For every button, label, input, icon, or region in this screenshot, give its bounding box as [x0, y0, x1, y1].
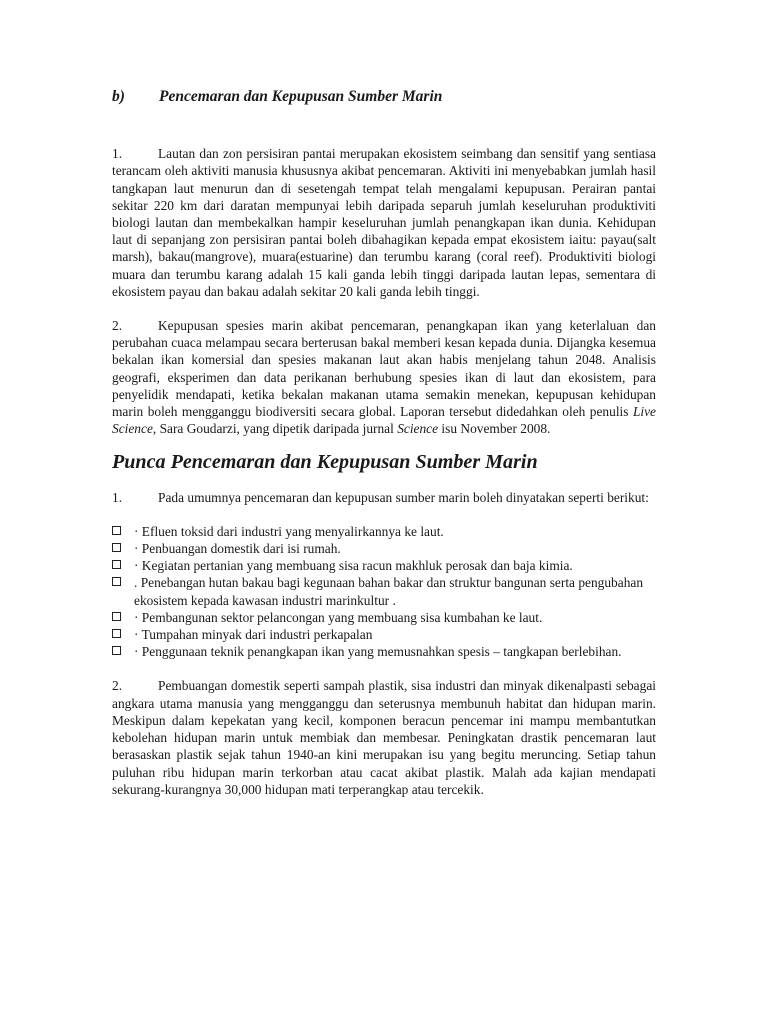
subsection-intro [112, 489, 656, 506]
cause-list [112, 523, 656, 661]
list-item: · Penbuangan domestik dari isi rumah. [112, 540, 656, 557]
section-title [112, 88, 656, 105]
list-item: · Penggunaan teknik penangkapan ikan yang memusnahkan spesis – tangkapan berlebihan. [112, 643, 656, 660]
publication-name: Live Science [112, 404, 656, 437]
checkbox-icon [112, 543, 121, 552]
checkbox-icon [112, 526, 121, 535]
paragraph-number: 1. [112, 489, 123, 505]
section-letter: b) [112, 88, 125, 105]
paragraph-text: Kepupusan spesies marin akibat pencemaran, penangkapan ikan yang keterlaluan dan perubahan cuaca melampau secara berterusan bakal memberi kesan kepada dunia. Dijangka kesemua bekalan ikan komersial dan spesies makanan laut akan habis menjelang tahun 2048. Analisis geografi, eksperimen dan data perikanan berhubung spesies ikan di laut dan ekosistem, para penyelidik mendapati, ketika bekalan makanan utama semakin menekan, kepupusan kehidupan marin boleh mengganggu biodiversiti secara global. Laporan tersebut didedahkan oleh penulis [112, 318, 656, 420]
list-item: · Pembangunan sektor pelancongan yang membuang sisa kumbahan ke laut. [112, 609, 656, 626]
list-item: · Kegiatan pertanian yang membuang sisa racun makhluk perosak dan baja kimia. [112, 557, 656, 574]
checkbox-icon [112, 629, 121, 638]
paragraph-text: isu November 2008. [438, 421, 551, 437]
checkbox-icon [112, 646, 121, 655]
paragraph-text: Lautan dan zon persisiran pantai merupakan ekosistem seimbang dan sensitif yang sentiasa terancam oleh aktiviti manusia khususnya akibat pencemaran. Aktiviti ini menyebabkan jumlah hasil tangkapan laut menurun dan di sesetengah tempat telah mengalami kepupusan. Perairan pantai sekitar 220 km dari daratan mempunyai lebih daripada separuh jumlah keseluruhan produktiviti biologi lautan dan membekalkan hampir keseluruhan jumlah penangkapan ikan dunia. Kehidupan laut di sepanjang zon persisiran pantai boleh dibahagikan kepada empat ekosistem iaitu: payau(salt marsh), bakau(mangrove), muara(estuarine) dan terumbu karang (coral reef). Produktiviti biologi muara dan terumbu karang adalah 15 kali ganda lebih tinggi daripada lautan lepas, sementara di ekosistem payau dan bakau adalah sekitar 20 kali ganda lebih tinggi. [112, 146, 656, 299]
paragraph-number: 2. [112, 678, 123, 694]
list-item: · Efluen toksid dari industri yang menyalirkannya ke laut. [112, 523, 656, 540]
journal-name: Science [397, 421, 439, 437]
paragraph-1 [112, 145, 656, 300]
paragraph-number: 2. [112, 318, 123, 334]
paragraph-number: 1. [112, 146, 123, 162]
paragraph-2 [112, 317, 656, 437]
section-title-text: Pencemaran dan Kepupusan Sumber Marin [159, 88, 443, 105]
checkbox-icon [112, 612, 121, 621]
checkbox-icon [112, 577, 121, 586]
checkbox-icon [112, 560, 121, 569]
paragraph-closing [112, 677, 656, 797]
paragraph-text: Pada umumnya pencemaran dan kepupusan sumber marin boleh dinyatakan seperti berikut: [158, 489, 649, 505]
list-item: · Tumpahan minyak dari industri perkapalan [112, 626, 656, 643]
paragraph-text: , Sara Goudarzi, yang dipetik daripada jurnal [152, 421, 398, 437]
subsection-heading: Punca Pencemaran dan Kepupusan Sumber Marin [112, 451, 538, 474]
paragraph-text: Pembuangan domestik seperti sampah plastik, sisa industri dan minyak dikenalpasti sebagai angkara utama manusia yang mengganggu dan seterusnya membunuh habitat dan hidupan marin. Meskipun dalam kepekatan yang kecil, komponen beracun pencemar ini mampu membantutkan kebolehan hidupan marin untuk membiak dan membesar. Peningkatan drastik pencemaran laut berasaskan plastik sejak tahun 1940-an kini merupakan isu yang begitu meruncing. Setiap tahun puluhan ribu hidupan marin terkorban atau cacat akibat plastik. Malah ada kajian mendapati sekurang-kurangnya 30,000 hidupan mati terperangkap atau tercekik. [112, 678, 656, 797]
list-item: . Penebangan hutan bakau bagi kegunaan bahan bakar dan struktur bangunan serta pengubahan ekosistem kepada kawasan industri marinkultur . [112, 574, 656, 608]
